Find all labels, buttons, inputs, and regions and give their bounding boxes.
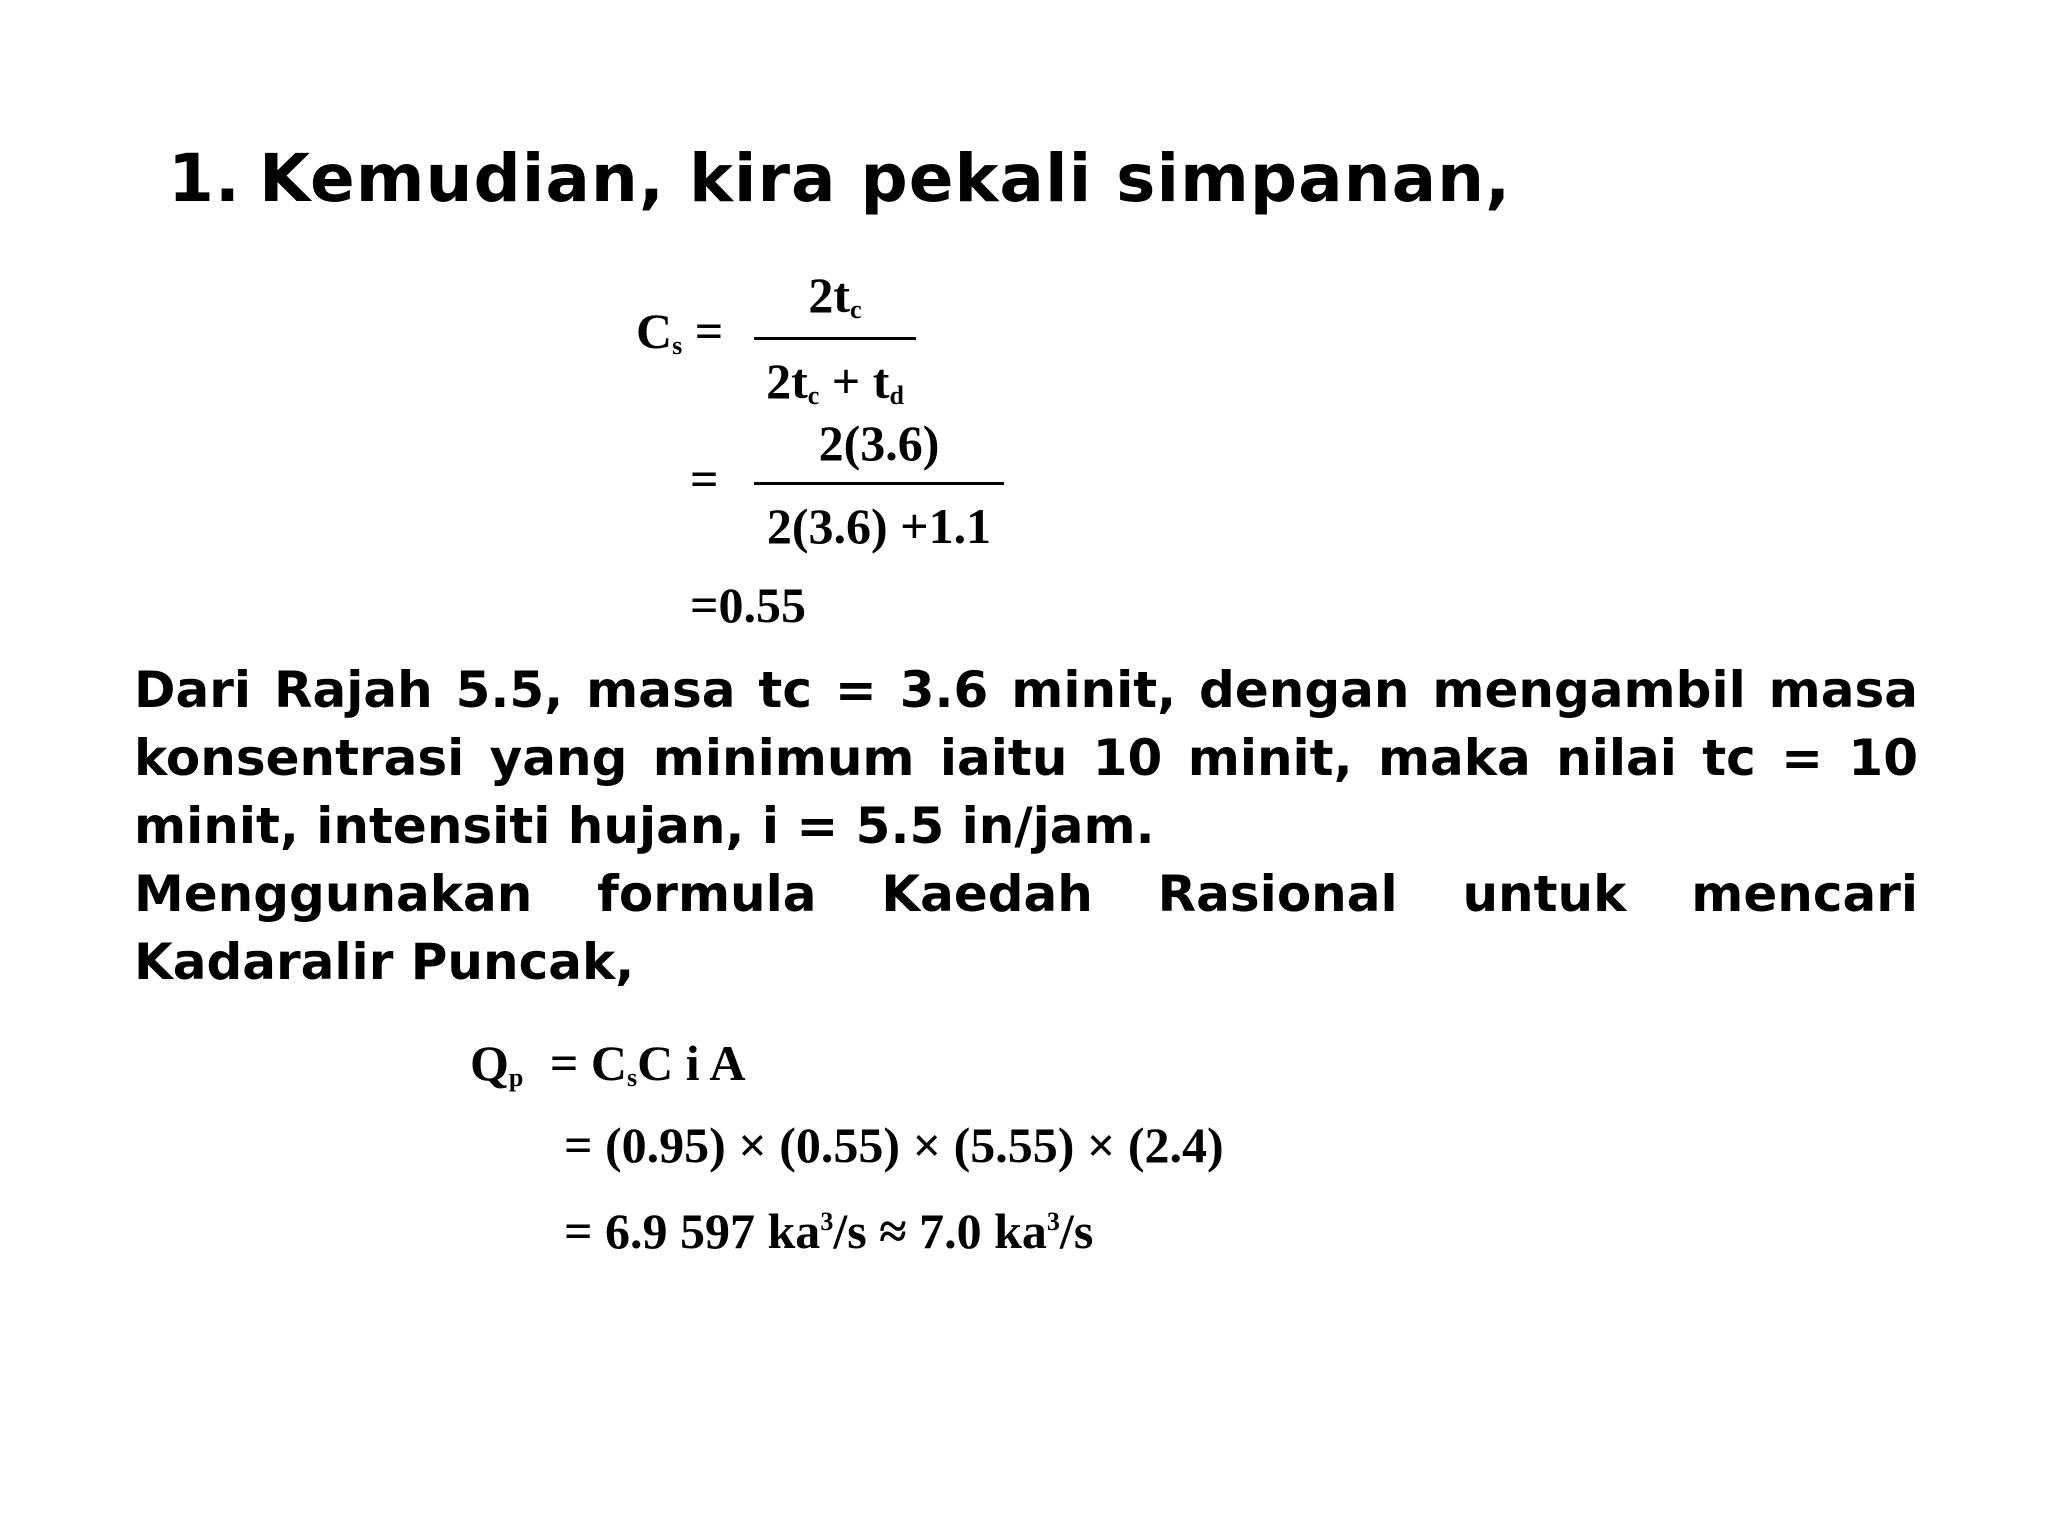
qp-line-1: $Q_p = C_sC$ i A [470, 1035, 746, 1092]
heading-number: 1. [168, 140, 241, 217]
cs-fraction-symbolic [754, 267, 916, 410]
paragraph-rainfall: Dari Rajah 5.5, masa tc = 3.6 minit, dengan mengambil masa konsentrasi yang minimum iaitu 10 minit, maka nilai tc = 10 minit, intensiti hujan, i = 5.5 in/jam. [134, 661, 1918, 855]
cs-eq-2: = [690, 451, 719, 507]
paragraph-rational-method: Menggunakan formula Kaedah Rasional untuk mencari Kadaralir Puncak, [134, 865, 1918, 991]
cs-frac1-denominator: $2t_c + t_d$ [766, 353, 904, 410]
fraction-bar [754, 337, 916, 340]
cs-frac1-numerator: $2t_c$ [808, 267, 862, 324]
cs-fraction-numeric [754, 415, 1004, 554]
qp-line-2: = (0.95) × (0.55) × (5.55) × (2.4) [564, 1117, 1224, 1173]
slide-heading [168, 140, 1511, 217]
fraction-bar [754, 482, 1004, 485]
cs-result: =0.55 [690, 577, 806, 633]
qp-line-3: = 6.9 597 $ka^3/s \approx 7.0$ $ka^3/s$ [564, 1203, 1094, 1259]
cs-lhs: $C_s$ = [636, 303, 724, 360]
cs-frac2-numerator: 2(3.6) [818, 415, 940, 471]
heading-text: Kemudian, kira pekali simpanan, [259, 140, 1512, 217]
cs-frac2-denominator: 2(3.6) +1.1 [766, 498, 992, 554]
